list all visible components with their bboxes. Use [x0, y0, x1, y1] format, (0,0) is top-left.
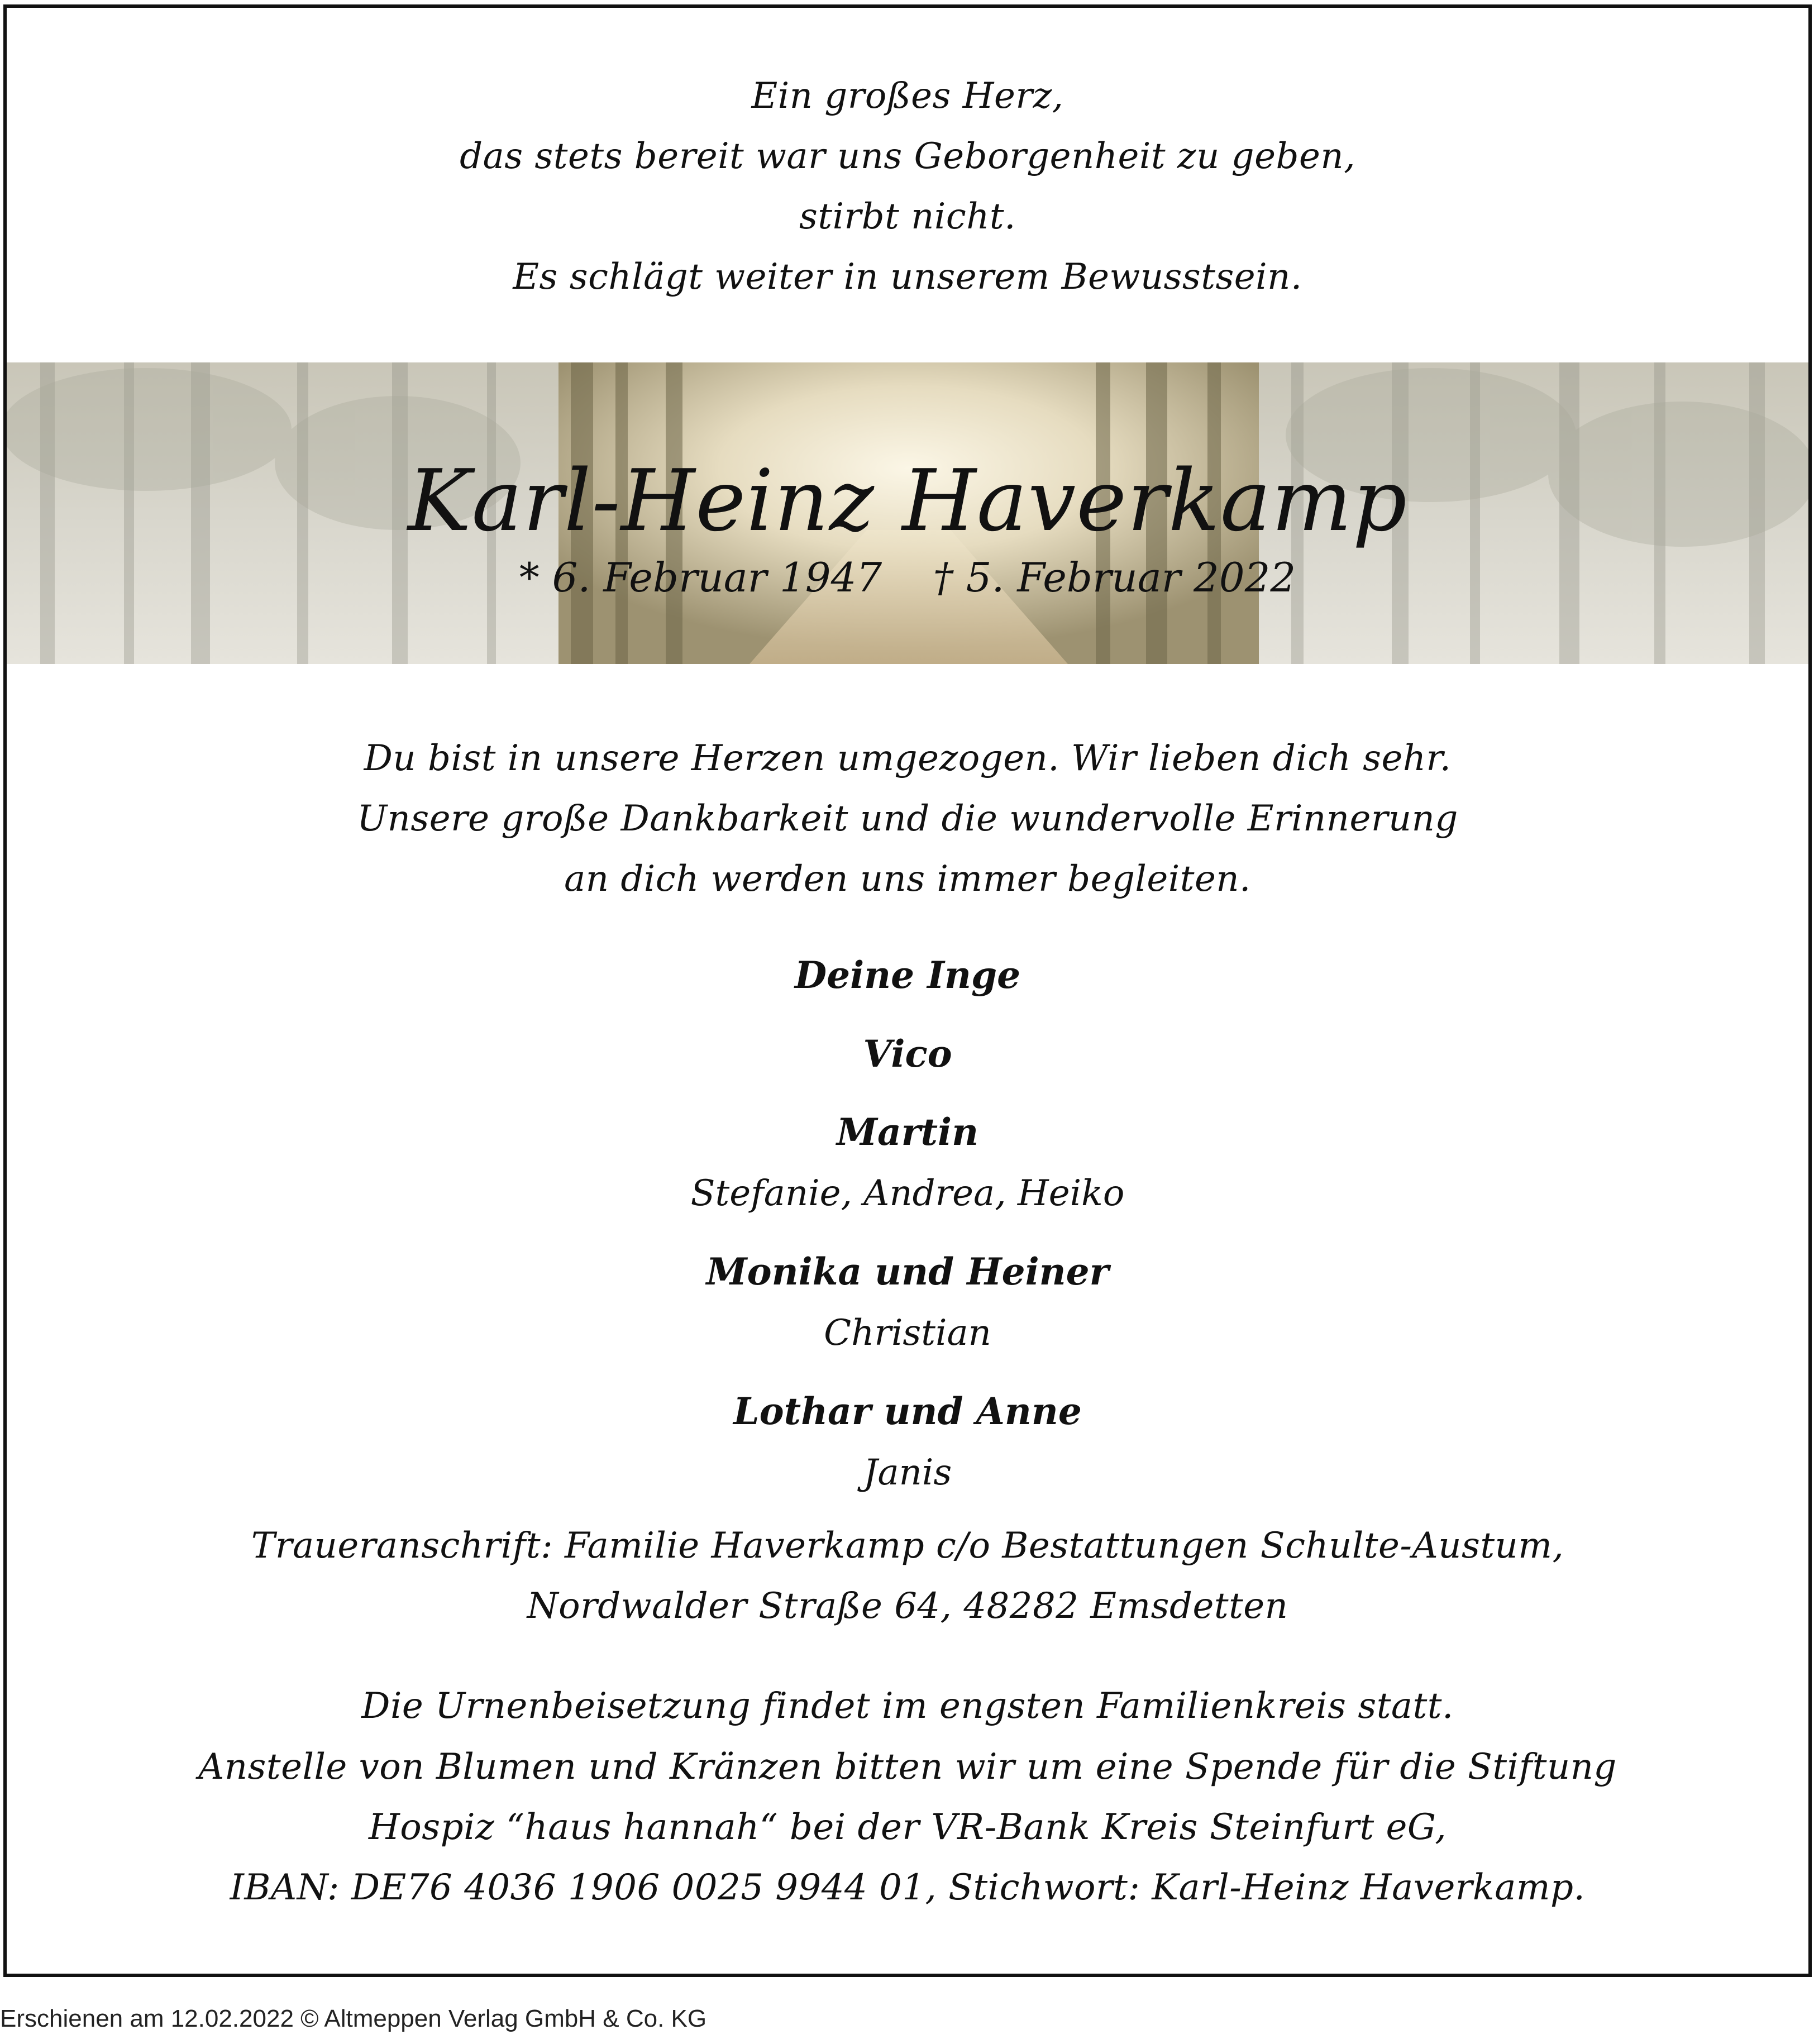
- family-member-name: Lothar und Anne: [733, 1389, 1082, 1433]
- address-line: Traueranschrift: Familie Haverkamp c/o Bestattungen Schulte-Austum,: [251, 1525, 1564, 1567]
- mourning-address: [7, 1516, 1808, 1636]
- family-member-sub: Stefanie, Andrea, Heiko: [690, 1173, 1125, 1214]
- message-line: Unsere große Dankbarkeit und die wundervolle Erinnerung: [357, 798, 1458, 839]
- family-member-name: Deine Inge: [794, 953, 1021, 997]
- family-member-sub: Christian: [824, 1312, 991, 1354]
- publication-footer: Erschienen am 12.02.2022 © Altmeppen Verlag GmbH & Co. KG: [0, 2005, 707, 2032]
- life-dates: [7, 552, 1808, 603]
- family-member-name: Vico: [863, 1032, 952, 1076]
- death-date: † 5. Februar 2022: [933, 554, 1296, 601]
- donation-line: IBAN: DE76 4036 1906 0025 9944 01, Stichwort: Karl-Heinz Haverkamp.: [230, 1867, 1586, 1908]
- urn-burial-notice: Die Urnenbeisetzung findet im engsten Familienkreis statt.: [361, 1685, 1454, 1727]
- deceased-name: Karl-Heinz Haverkamp: [407, 451, 1408, 550]
- message-line: an dich werden uns immer begleiten.: [564, 858, 1251, 900]
- family-member-name: Martin: [836, 1110, 979, 1154]
- donation-line: Hospiz “haus hannah“ bei der VR-Bank Kreis Steinfurt eG,: [368, 1807, 1447, 1848]
- birth-date: * 6. Februar 1947: [519, 554, 882, 601]
- donation-line: Anstelle von Blumen und Kränzen bitten wir um eine Spende für die Stiftung: [198, 1746, 1617, 1788]
- family-member-name: Monika und Heiner: [706, 1250, 1109, 1293]
- memorial-poem: [7, 66, 1808, 307]
- message-line: Du bist in unsere Herzen umgezogen. Wir lieben dich sehr.: [364, 738, 1452, 779]
- poem-line: das stets bereit war uns Geborgenheit zu geben,: [460, 136, 1355, 177]
- family-member-sub: Janis: [863, 1452, 952, 1493]
- poem-line: Es schlägt weiter in unserem Bewusstsein.: [513, 256, 1302, 298]
- poem-line: Ein großes Herz,: [751, 75, 1064, 117]
- farewell-message: [7, 728, 1808, 909]
- forest-banner: [7, 362, 1808, 664]
- address-line: Nordwalder Straße 64, 48282 Emsdetten: [527, 1585, 1288, 1627]
- donation-request: [7, 1737, 1808, 1918]
- poem-line: stirbt nicht.: [799, 196, 1016, 237]
- obituary-card: [3, 4, 1812, 1977]
